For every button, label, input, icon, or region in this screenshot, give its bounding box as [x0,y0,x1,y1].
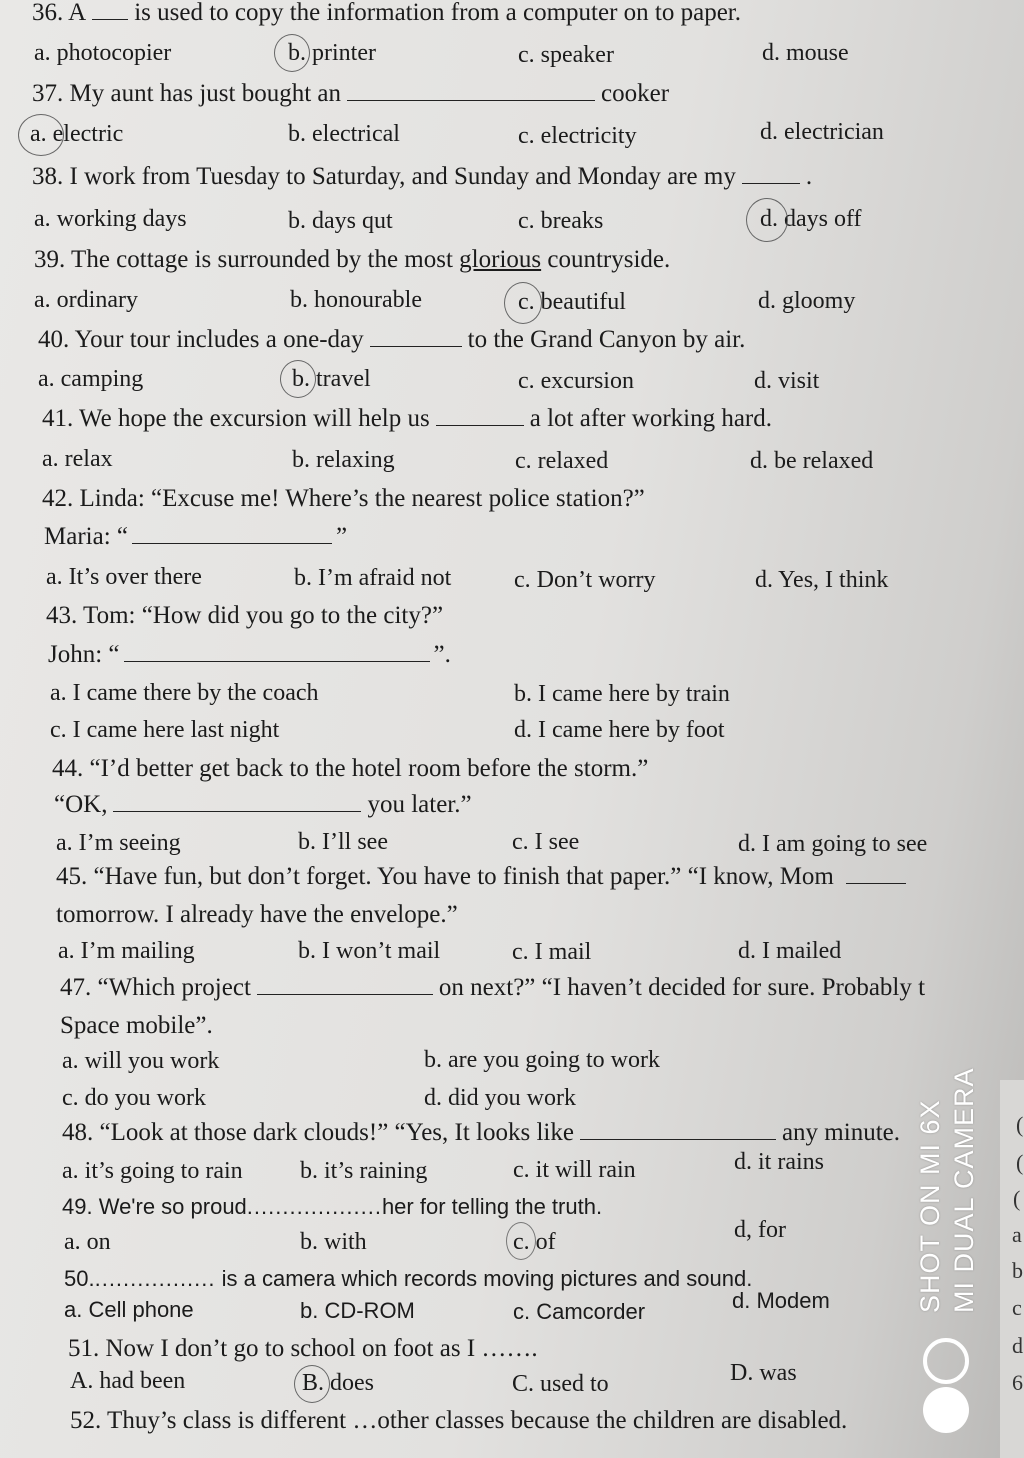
question-37-stem-end: cooker [601,80,670,107]
q45-option-d: d. I mailed [738,938,842,964]
q50-option-a: a. Cell phone [64,1297,194,1322]
answer-blank [580,1119,776,1140]
question-50-stem-end: is a camera which records moving pictures and sound. [221,1266,753,1291]
answer-circle-mark [274,34,310,72]
question-42-close-quote: ” [335,523,348,550]
q37-option-a: a. electric [30,121,124,147]
q50-option-c: c. Camcorder [513,1299,646,1324]
q44-option-b: b. I’ll see [298,829,388,855]
watermark-filled-circle-icon [923,1387,969,1433]
q44-option-d: d. I am going to see [738,831,928,857]
q50-option-b: b. CD-ROM [300,1298,415,1323]
q38-option-a: a. working days [34,206,187,232]
facing-page-glyph: a [1012,1222,1022,1247]
question-44-line-end: you later.” [367,791,472,818]
q39-option-d: d. gloomy [758,288,856,314]
answer-blank [347,80,595,101]
question-40-stem-end: to the Grand Canyon by air. [467,326,746,353]
q45-option-c: c. I mail [512,939,592,965]
question-48-stem-start: 48. “Look at those dark clouds!” “Yes, It looks like [62,1119,574,1146]
q44-option-a: a. I’m seeing [56,830,181,856]
q39-option-c: c. beautiful [518,289,626,315]
question-39 [34,245,670,275]
facing-page-glyph: ( [1016,1112,1024,1137]
question-48 [62,1118,900,1148]
question-48-stem-end: any minute. [781,1119,900,1146]
q43-option-a: a. I came there by the coach [50,680,319,706]
q47-option-a: a. will you work [62,1048,220,1074]
q40-option-d: d. visit [754,368,820,394]
q51-option-a: A. had been [70,1368,186,1394]
q41-option-a: a. relax [42,446,113,472]
watermark-line-1: SHOT ON MI 6X [915,1099,945,1313]
answer-blank [124,641,430,662]
question-52: 52. Thuy’s class is different …other classes because the children are disabled. [70,1407,848,1434]
question-39-stem-end: countryside. [547,246,671,273]
q38-option-b: b. days qut [288,208,393,234]
q42-option-c: c. Don’t worry [514,567,656,593]
question-43-close-quote: ”. [433,641,451,668]
q49-option-a: a. on [64,1229,111,1255]
facing-page-glyph: ( [1013,1186,1021,1211]
question-47 [60,973,1024,1003]
q37-option-c: c. electricity [518,123,637,149]
question-44-response [54,790,472,820]
question-42-response [44,522,347,552]
q51-option-d: D. was [730,1360,797,1386]
question-51-stem-end: ……. [481,1335,538,1362]
q41-option-d: d. be relaxed [750,448,874,474]
answer-dotted-blank: ................... [246,1194,382,1219]
answer-circle-mark [504,282,542,324]
q49-option-d: d, for [734,1217,786,1243]
q51-option-c: C. used to [512,1371,609,1397]
facing-page-glyph: c [1012,1295,1022,1320]
q47-option-d: d. did you work [424,1085,576,1111]
q36-option-d: d. mouse [762,40,849,66]
answer-circle-mark [746,198,788,242]
watermark-line-2: MI DUAL CAMERA [949,1067,979,1313]
q51-option-b: B. does [302,1370,374,1396]
question-36 [32,0,741,28]
question-49-stem-end: her for telling the truth. [381,1194,603,1219]
answer-blank [132,523,332,544]
question-43-response [48,640,451,670]
question-47-stem-end: on next?” “I haven’t decided for sure. Probably t [438,974,926,1001]
question-39-stem-start: 39. The cottage is surrounded by the most [34,246,453,273]
q39-option-a: a. ordinary [34,287,138,313]
facing-page-glyph: ( [1016,1150,1024,1175]
facing-page-glyph: 6 [1012,1370,1023,1395]
question-47-line-2: Space mobile”. [60,1012,213,1039]
question-49-stem-start: 49. We're so proud [62,1194,247,1219]
question-38-stem-end: . [805,163,813,190]
question-38-stem-start: 38. I work from Tuesday to Saturday, and Sunday and Monday are my [32,163,736,190]
q38-option-d: d. days off [760,206,862,232]
q43-option-d: d. I came here by foot [514,717,725,743]
q37-option-b: b. electrical [288,121,400,147]
q50-option-d: d. Modem [732,1288,830,1313]
question-41-stem-end: a lot after working hard. [529,405,773,432]
answer-circle-mark [294,1365,330,1403]
question-42: 42. Linda: “Excuse me! Where’s the nearest police station?” [42,485,645,512]
question-39-underlined-word: glorious [459,246,542,273]
q40-option-a: a. camping [38,366,144,392]
answer-blank [113,791,361,812]
q42-option-b: b. I’m afraid not [294,565,452,591]
question-36-stem-start: 36. A [32,0,87,26]
q48-option-c: c. it will rain [513,1157,636,1183]
facing-page-glyph: d [1012,1333,1023,1358]
q45-option-b: b. I won’t mail [298,938,441,964]
question-51-stem-start: 51. Now I don’t go to school on foot as I [68,1335,476,1362]
question-43: 43. Tom: “How did you go to the city?” [46,602,444,629]
question-45-stem: 45. “Have fun, but don’t forget. You have to finish that paper.” “I know, Mom [56,863,834,890]
question-49 [62,1192,602,1222]
q41-option-c: c. relaxed [515,448,609,474]
answer-circle-mark [506,1222,536,1260]
answer-blank [370,326,462,347]
question-43-speaker: John: “ [48,641,120,668]
answer-blank [92,0,128,20]
question-36-stem-end: is used to copy the information from a computer on to paper. [134,0,741,26]
q36-option-c: c. speaker [518,42,614,68]
q49-option-b: b. with [300,1229,367,1255]
question-42-speaker: Maria: “ [44,523,128,550]
q42-option-a: a. It’s over there [46,564,202,590]
watermark-outline-circle-icon [923,1338,969,1384]
answer-circle-mark [18,114,64,156]
camera-watermark [893,1067,1008,1415]
question-50 [64,1264,752,1294]
q48-option-a: a. it’s going to rain [62,1158,243,1184]
question-50-stem-start: 50. [64,1266,95,1291]
q47-option-b: b. are you going to work [424,1047,660,1073]
q38-option-c: c. breaks [518,208,604,234]
q43-option-b: b. I came here by train [514,681,730,707]
question-47-stem-start: 47. “Which project [60,974,251,1001]
q49-option-c: c. of [513,1229,556,1255]
q36-option-a: a. photocopier [34,40,172,66]
q41-option-b: b. relaxing [292,447,395,473]
q39-option-b: b. honourable [290,287,422,313]
question-37 [32,79,669,109]
question-41 [42,404,772,434]
q37-option-d: d. electrician [760,119,884,145]
answer-blank [846,863,906,884]
q48-option-d: d. it rains [734,1149,824,1175]
q44-option-c: c. I see [512,829,580,855]
question-41-stem-start: 41. We hope the excursion will help us [42,405,430,432]
q36-option-b: b. printer [288,40,376,66]
answer-blank [257,974,433,995]
q40-option-b: b. travel [292,366,371,392]
question-37-stem-start: 37. My aunt has just bought an [32,80,342,107]
question-44-speaker: “OK, [54,791,108,818]
question-38 [32,162,812,192]
answer-blank [742,163,800,184]
q45-option-a: a. I’m mailing [58,938,195,964]
q42-option-d: d. Yes, I think [755,567,889,593]
answer-dotted-blank: ................. [94,1266,216,1291]
question-40-stem-start: 40. Your tour includes a one-day [38,326,364,353]
q40-option-c: c. excursion [518,368,634,394]
q47-option-c: c. do you work [62,1085,206,1111]
facing-page-glyph: b [1012,1258,1023,1283]
q48-option-b: b. it’s raining [300,1158,428,1184]
answer-blank [436,405,524,426]
q43-option-c: c. I came here last night [50,717,280,743]
answer-circle-mark [280,360,316,398]
question-51 [68,1334,538,1364]
question-44: 44. “I’d better get back to the hotel room before the storm.” [52,755,649,782]
question-45-line-2: tomorrow. I already have the envelope.” [56,901,458,928]
question-45 [56,862,1024,892]
question-40 [38,325,745,355]
